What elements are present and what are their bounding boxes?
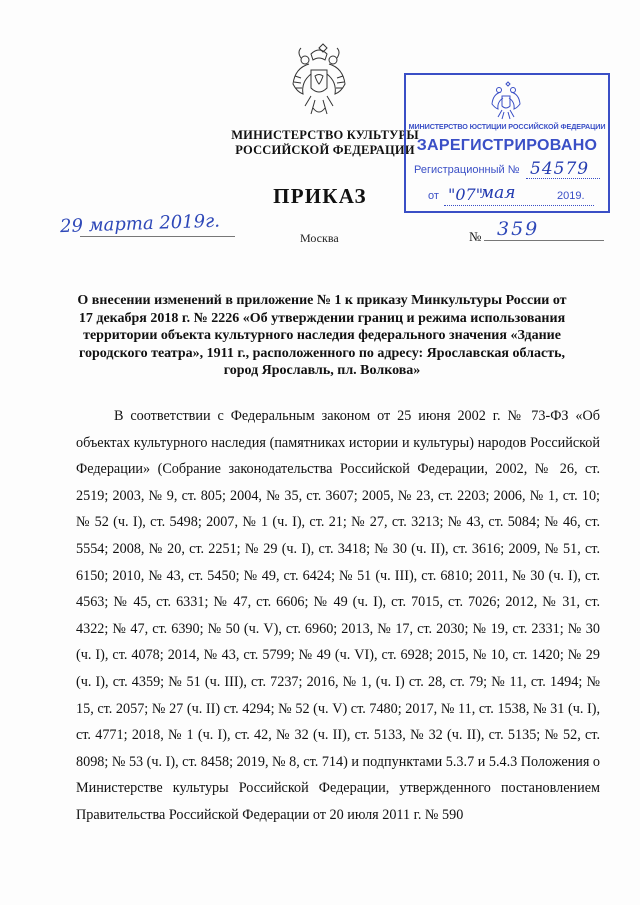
stamp-status: ЗАРЕГИСТРИРОВАНО: [416, 137, 598, 154]
document-type: ПРИКАЗ: [273, 184, 367, 208]
stamp-from-year: 2019.: [557, 190, 585, 202]
state-emblem-icon: [291, 42, 347, 122]
stamp-from-label: от: [428, 190, 439, 202]
ministry-line-1: МИНИСТЕРСТВО КУЛЬТУРЫ: [231, 128, 419, 142]
stamp-organization: МИНИСТЕРСТВО ЮСТИЦИИ РОССИЙСКОЙ ФЕДЕРАЦИИ: [408, 122, 606, 131]
document-paragraph: В соответствии с Федеральным законом от 25 июня 2002 г. № 73-ФЗ «Об объектах культурного наследия (памятниках истории и культуры) народов Российской Федерации» (Собрание законодательства Российской Федерации, 2002, № 26, ст. 2519; 2003, № 9, ст. 805; 2004, № 35, ст. 3607; 2005, № 23, ст. 2203; 2006, № 1, ст. 10; № 52 (ч. I), ст. 5498; 2007, № 1 (ч. I), ст. 21; № 27, ст. 3213; № 43, ст. 5084; № 46, ст. 5554; 2008, № 20, ст. 2251; № 29 (ч. I), ст. 3418; № 30 (ч. II), ст. 3616; 2009, № 51, ст. 6150; 2010, № 43, ст. 5450; № 49, ст. 6424; № 51 (ч. III), ст. 6810; 2011, № 30 (ч. I), ст. 4563; № 45, ст. 6331; № 47, ст. 6606; № 49 (ч. I), ст. 7015, ст. 7026; 2012, № 31, ст. 4322; № 47, ст. 6390; № 50 (ч. V), ст. 6960; 2013, № 17, ст. 2030; № 19, ст. 2331; № 30 (ч. I), ст. 4078; 2014, № 43, ст. 5799; № 49 (ч. VI), ст. 6928; 2015, № 10, ст. 1420; № 29 (ч. I), ст. 4359; № 51 (ч. III), ст. 7237; 2016, № 1, (ч. I) ст. 28, ст. 79; № 11, ст. 1494; № 15, ст. 2057; № 27 (ч. II) ст. 4294; № 52 (ч. V) ст. 7480; 2017, № 11, ст. 1538, № 31 (ч. I), ст. 4771; 2018, № 1 (ч. I), ст. 42, № 32 (ч. II), ст. 5133, № 32 (ч. II), ст. 5135; № 52, ст. 8098; № 53 (ч. I), ст. 8458; 2019, № 8, ст. 714) и подпунктами 5.3.7 и 5.4.3 Положения о Министерстве культуры Российской Федерации, утвержденного постановлением Правительства Российской Федерации от 20 июля 2011 г. № 590: [76, 408, 601, 823]
stamp-reg-label: Регистрационный №: [414, 164, 520, 176]
stamp-from-day: "07": [448, 185, 484, 204]
registration-stamp: [404, 73, 610, 213]
city: Москва: [300, 231, 339, 245]
ministry-line-2: РОССИЙСКОЙ ФЕДЕРАЦИИ: [235, 143, 415, 157]
handwritten-number: 359: [497, 218, 540, 240]
stamp-date-underline: [444, 205, 594, 206]
number-label: №: [469, 229, 482, 244]
number-underline: [484, 240, 604, 241]
date-underline: [80, 236, 235, 237]
stamp-emblem-icon: [490, 81, 522, 121]
stamp-from-month: мая: [480, 183, 516, 203]
stamp-reg-number: 54579: [530, 159, 590, 179]
handwritten-date: 29 марта 2019г.: [59, 210, 221, 238]
document-heading: О внесении изменений в приложение № 1 к приказу Минкультуры России от 17 декабря 2018 г. № 2226 «Об утверждении границ и режима использования территории объекта культурного наследия федерального значения «Здание городского театра», 1911 г., расположенного по адресу: Ярославская область, город Ярославль, пл. Волкова»: [77, 293, 567, 379]
